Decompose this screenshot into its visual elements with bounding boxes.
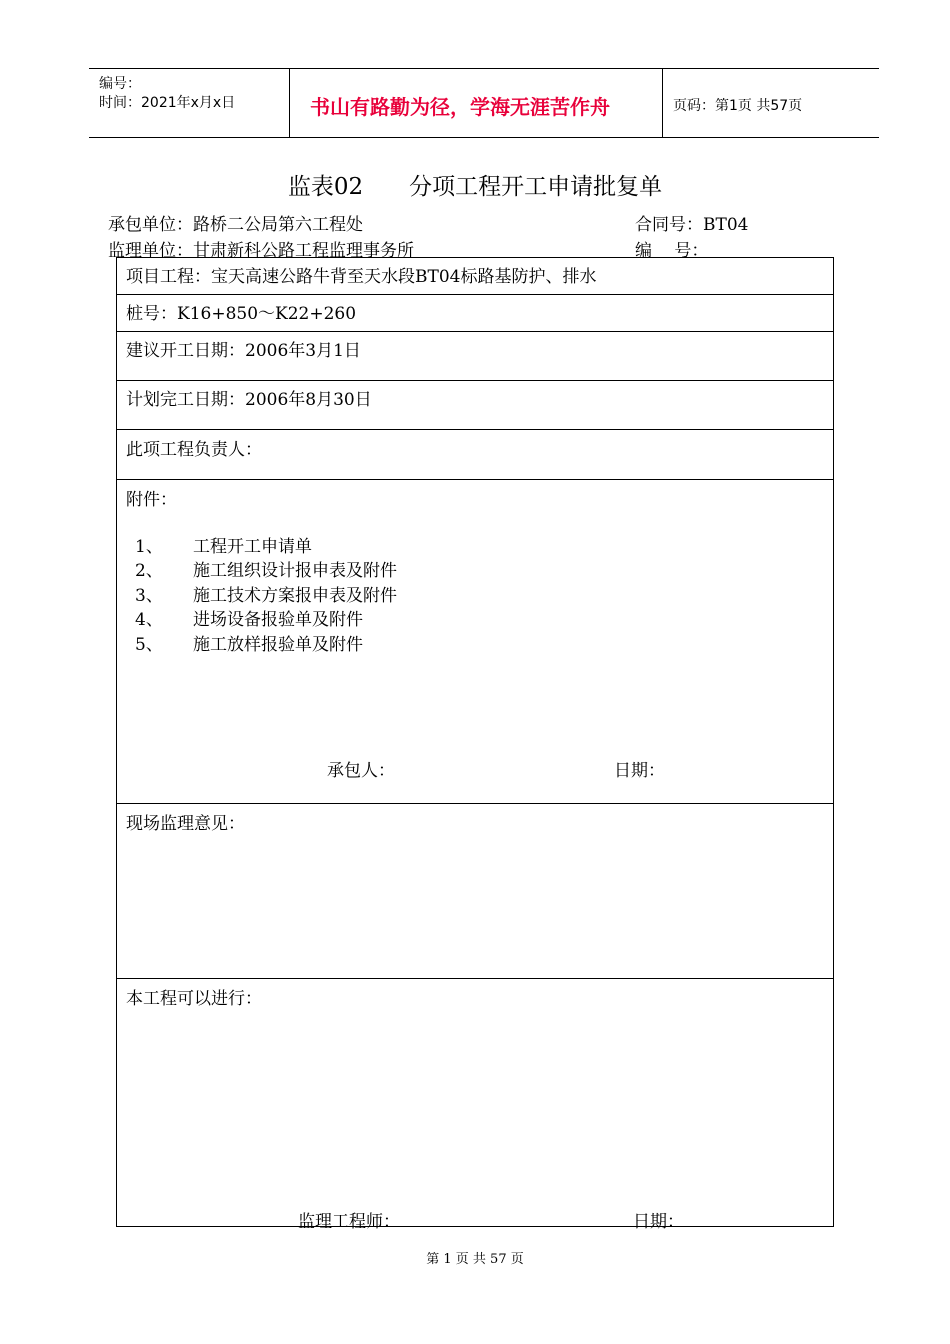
row-stake [117, 295, 833, 332]
doc-number-label: 编号： [99, 76, 141, 92]
attachment-number: 2、 [135, 561, 163, 581]
contractor-signature-label: 承包人： [327, 761, 395, 781]
engineer-date-label: 日期： [633, 1212, 684, 1232]
row-approval [117, 979, 833, 1232]
document-number: 编 号： [635, 241, 709, 261]
header-meta-cell [89, 69, 290, 137]
page-footer: 第 1 页 共 57 页 [426, 1252, 524, 1267]
application-form [116, 257, 834, 1232]
page-info: 页码：第1页 共57页 [673, 98, 803, 114]
row-site-opinion [117, 804, 833, 979]
row-start-date [117, 332, 833, 381]
stake-field: 桩号：K16+850～K22+260 [126, 304, 357, 324]
contractor-unit: 承包单位：路桥二公局第六工程处 [108, 215, 363, 235]
attachment-item: 进场设备报验单及附件 [193, 610, 363, 630]
approval-label: 本工程可以进行： [126, 989, 262, 1009]
attachment-item: 施工组织设计报申表及附件 [193, 561, 397, 581]
engineer-signature-label: 监理工程师： [298, 1212, 400, 1232]
form-name: 分项工程开工申请批复单 [409, 174, 663, 200]
attachment-number: 5、 [135, 635, 163, 655]
start-date-field: 建议开工日期：2006年3月1日 [126, 341, 361, 361]
contractor-date-label: 日期： [614, 761, 665, 781]
site-opinion-label: 现场监理意见： [126, 814, 245, 834]
row-attachments [117, 480, 833, 804]
row-responsible [117, 430, 833, 480]
page-title [0, 168, 950, 201]
attachment-item: 施工放样报验单及附件 [193, 635, 363, 655]
attachment-item: 工程开工申请单 [193, 537, 312, 557]
page-header [89, 68, 879, 138]
attachment-item: 施工技术方案报申表及附件 [193, 586, 397, 606]
row-project [117, 258, 833, 295]
time-label: 时间：2021年x月x日 [99, 95, 236, 111]
supervisor-unit: 监理单位：甘肃新科公路工程监理事务所 [108, 241, 414, 261]
header-motto-cell [290, 69, 663, 137]
attachments-label: 附件： [126, 490, 177, 510]
attachment-number: 1、 [135, 537, 163, 557]
attachment-number: 3、 [135, 586, 163, 606]
responsible-field: 此项工程负责人： [126, 440, 262, 460]
header-page-cell [663, 69, 879, 137]
contract-number: 合同号：BT04 [635, 215, 749, 235]
motto: 书山有路勤为径，学海无涯苦作舟 [310, 95, 610, 119]
attachment-number: 4、 [135, 610, 163, 630]
project-field: 项目工程：宝天高速公路牛背至天水段BT04标路基防护、排水 [126, 267, 597, 287]
form-code: 监表02 [287, 174, 364, 200]
row-end-date [117, 381, 833, 430]
end-date-field: 计划完工日期：2006年8月30日 [126, 390, 372, 410]
